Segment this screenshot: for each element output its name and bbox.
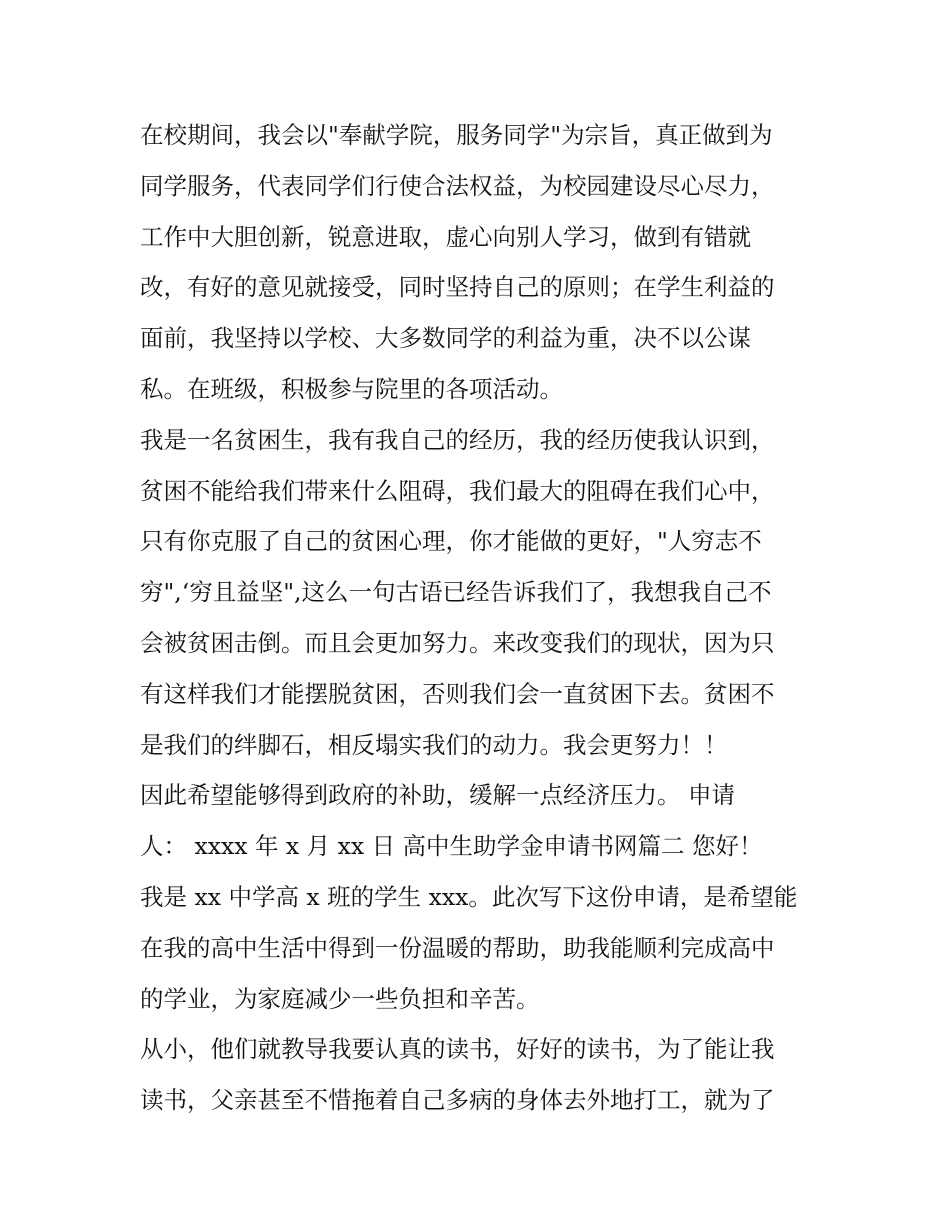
text-line: 同学服务，代表同学们行使合法权益，为校园建设尽心尽力， — [140, 171, 775, 200]
text-line: 工作中大胆创新，锐意进取，虚心向别人学习，做到有错就 — [140, 222, 751, 251]
text-line: 读书，父亲甚至不惜拖着自己多病的身体去外地打工，就为了 — [140, 1086, 775, 1115]
text-line: 人： xxxx 年 x 月 xx 日 高中生助学金申请书网篇二 您好！ — [140, 832, 763, 861]
text-line: 穷",‘穷且益坚",这么一句古语已经告诉我们了，我想我自己不 — [140, 578, 772, 607]
text-line: 在我的高中生活中得到一份温暖的帮助，助我能顺利完成高中 — [140, 933, 775, 962]
text-line: 改，有好的意见就接受，同时坚持自己的原则；在学生利益的 — [140, 273, 775, 302]
text-line: 有这样我们才能摆脱贫困，否则我们会一直贫困下去。贫困不 — [140, 679, 775, 708]
text-line: 会被贫困击倒。而且会更加努力。来改变我们的现状，因为只 — [140, 628, 775, 657]
text-line: 的学业，为家庭减少一些负担和辛苦。 — [140, 984, 540, 1013]
text-line: 只有你克服了自己的贫困心理，你才能做的更好，"人穷志不 — [140, 527, 762, 556]
text-line: 面前，我坚持以学校、大多数同学的利益为重，决不以公谋 — [140, 324, 751, 353]
text-line: 从小，他们就教导我要认真的读书，好好的读书，为了能让我 — [140, 1035, 775, 1064]
text-line: 因此希望能够得到政府的补助，缓解一点经济压力。 申请 — [140, 781, 735, 810]
text-line: 我是一名贫困生，我有我自己的经历，我的经历使我认识到， — [140, 425, 775, 454]
text-line: 是我们的绊脚石，相反塌实我们的动力。我会更努力！！ — [140, 730, 728, 759]
text-line: 贫困不能给我们带来什么阻碍，我们最大的阻碍在我们心中， — [140, 476, 775, 505]
text-line: 私。在班级，积极参与院里的各项活动。 — [140, 374, 563, 403]
body-text — [140, 110, 820, 1126]
text-line: 在校期间，我会以"奉献学院，服务同学"为宗旨，真正做到为 — [140, 121, 773, 149]
text-line: 我是 xx 中学高 x 班的学生 xxx。此次写下这份申请，是希望能 — [140, 882, 798, 911]
